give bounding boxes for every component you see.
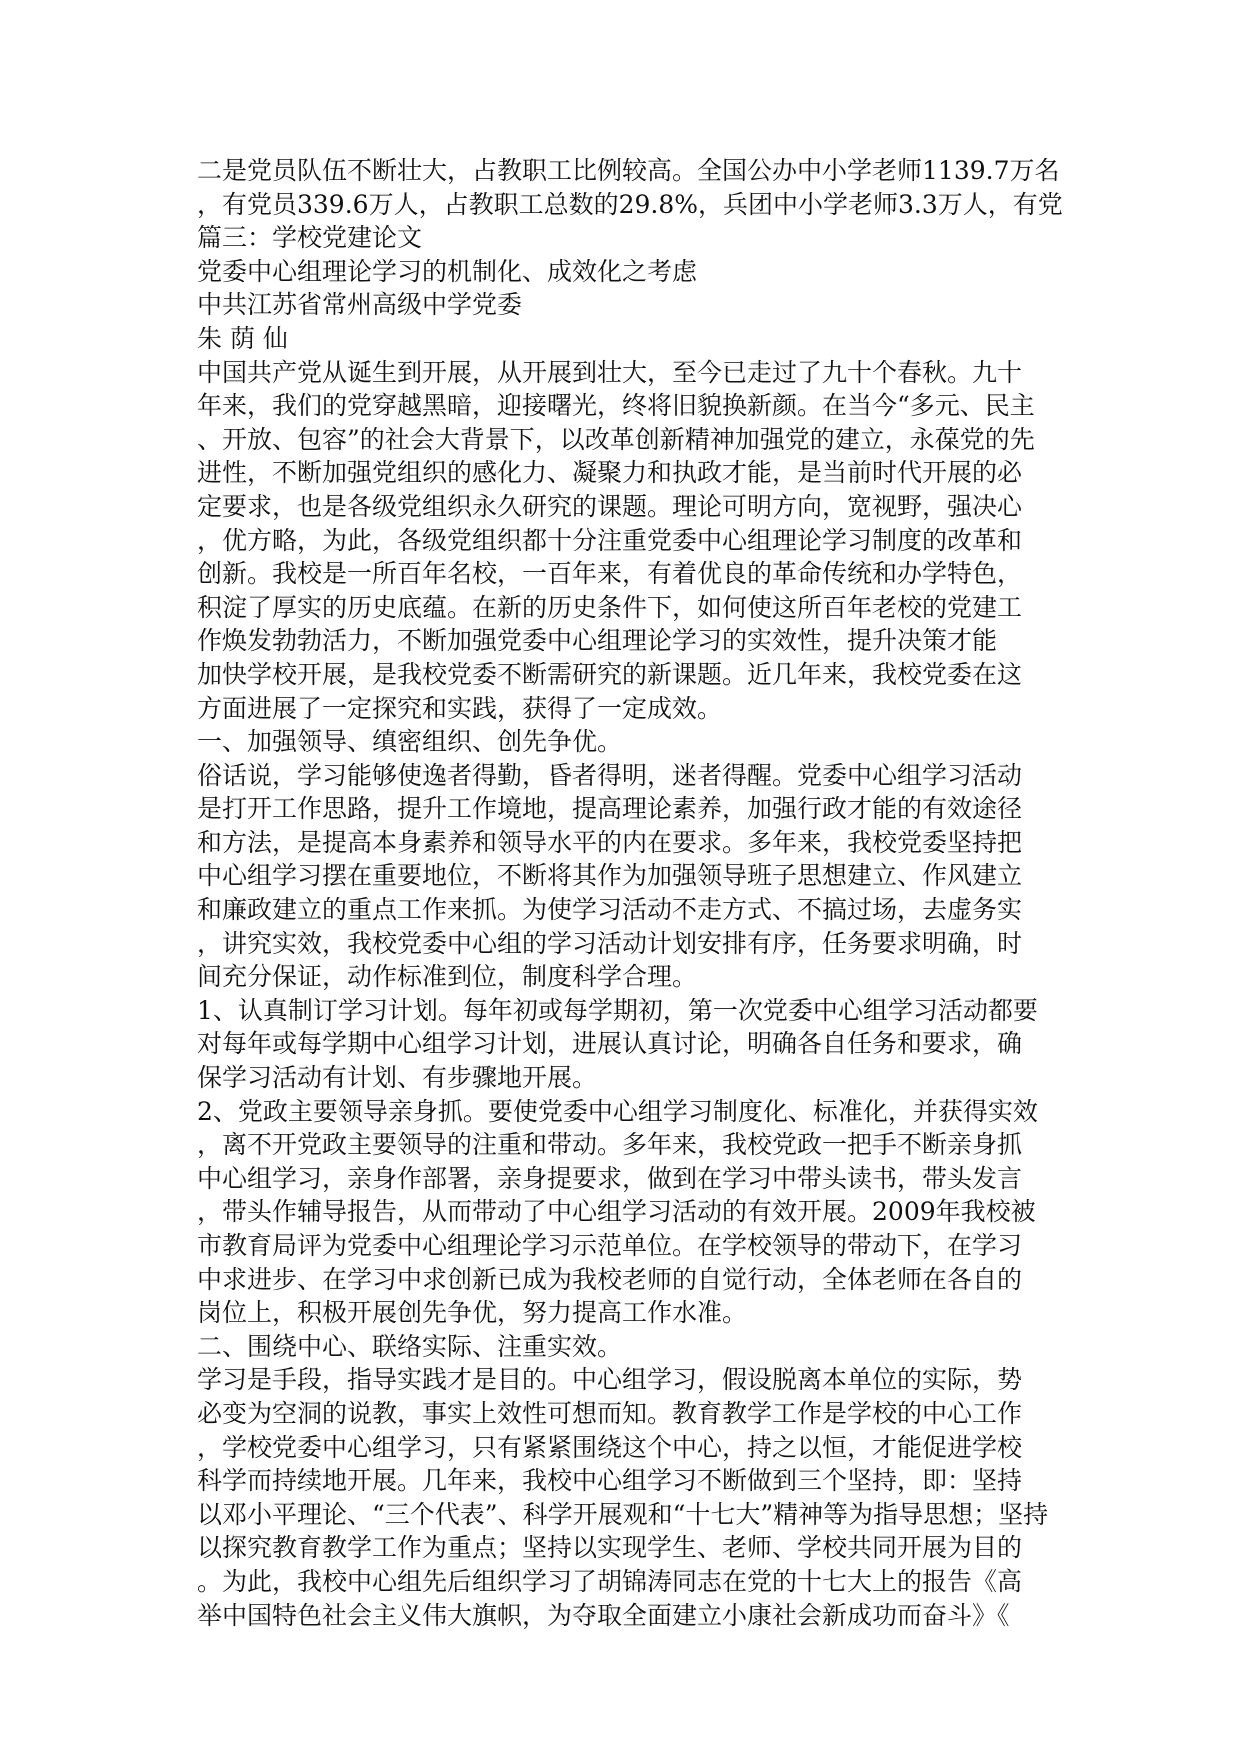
text-line: 和方法，是提高本身素养和领导水平的内在要求。多年来，我校党委坚持把 <box>197 827 1023 857</box>
text-line: 进性，不断加强党组织的感化力、凝聚力和执政才能，是当前时代开展的必 <box>197 458 1023 488</box>
text-line: 。为此，我校中心组先后组织学习了胡锦涛同志在党的十七大上的报告《高 <box>197 1566 1023 1596</box>
text-line: 和廉政建立的重点工作来抓。为使学习活动不走方式、不搞过场，去虚务实 <box>197 895 1023 925</box>
text-line: ，优方略，为此，各级党组织都十分注重党委中心组理论学习制度的改革和 <box>197 525 1023 555</box>
text-line: 2、党政主要领导亲身抓。要使党委中心组学习制度化、标准化，并获得实效 <box>197 1096 1038 1126</box>
text-line: 积淀了厚实的历史底蕴。在新的历史条件下，如何使这所百年老校的党建工 <box>197 592 1023 622</box>
text-line: 市教育局评为党委中心组理论学习示范单位。在学校领导的带动下，在学习 <box>197 1231 1023 1260</box>
text-line: 必变为空洞的说教，事实上效性可想而知。教育教学工作是学校的中心工作 <box>197 1398 1023 1428</box>
text-line: 中国共产党从诞生到开展，从开展到壮大，至今已走过了九十个春秋。九十 <box>197 357 1023 387</box>
text-line: 间充分保证，动作标准到位，制度科学合理。 <box>197 962 698 992</box>
text-line: ，有党员339.6万人，占教职工总数的29.8%，兵团中小学老师3.3万人，有党 <box>197 189 1063 219</box>
text-line: ，离不开党政主要领导的注重和带动。多年来，我校党政一把手不断亲身抓 <box>197 1130 1023 1160</box>
text-line: 岗位上，积极开展创先争优，努力提高工作水准。 <box>197 1298 748 1328</box>
text-line: 加快学校开展，是我校党委不断需研究的新课题。近几年来，我校党委在这 <box>197 659 1023 689</box>
text-line: 举中国特色社会主义伟大旗帜，为夺取全面建立小康社会新成功而奋斗》《 <box>197 1600 1010 1630</box>
text-line: 篇三：学校党建论文 <box>197 223 423 253</box>
text-line: 年来，我们的党穿越黑暗，迎接曙光，终将旧貌换新颜。在当今“多元、民主 <box>197 391 1035 421</box>
text-line: 1、认真制订学习计划。每年初或每学期初，第一次党委中心组学习活动都要 <box>197 995 1038 1025</box>
text-line: 党委中心组理论学习的机制化、成效化之考虑 <box>197 256 698 286</box>
text-line: 、开放、包容”的社会大背景下，以改革创新精神加强党的建立，永葆党的先 <box>197 424 1035 454</box>
text-line: ，讲究实效，我校党委中心组的学习活动计划安排有序，任务要求明确，时 <box>197 928 1023 958</box>
text-line: 方面进展了一定探究和实践，获得了一定成效。 <box>197 693 723 723</box>
text-line: 二、围绕中心、联络实际、注重实效。 <box>197 1331 623 1361</box>
text-line: 对每年或每学期中心组学习计划，进展认真讨论，明确各自任务和要求，确 <box>197 1029 1023 1059</box>
text-line: ，带头作辅导报告，从而带动了中心组学习活动的有效开展。2009年我校被 <box>197 1197 1036 1227</box>
text-line: 创新。我校是一所百年名校，一百年来，有着优良的革命传统和办学特色， <box>197 559 1023 589</box>
text-line: 中心组学习摆在重要地位，不断将其作为加强领导班子思想建立、作风建立 <box>197 861 1023 891</box>
text-line: 中共江苏省常州高级中学党委 <box>197 290 523 320</box>
text-line: 一、加强领导、缜密组织、创先争优。 <box>197 727 623 757</box>
text-line: ，学校党委中心组学习，只有紧紧围绕这个中心，持之以恒，才能促进学校 <box>197 1432 1023 1462</box>
text-line: 朱 荫 仙 <box>197 323 288 353</box>
document-body <box>197 154 1063 1632</box>
text-line: 学习是手段，指导实践才是目的。中心组学习，假设脱离本单位的实际，势 <box>197 1365 1023 1395</box>
text-line: 是打开工作思路，提升工作境地，提高理论素养，加强行政才能的有效途径 <box>197 794 1023 824</box>
text-line: 以探究教育教学工作为重点；坚持以实现学生、老师、学校共同开展为目的 <box>197 1533 1023 1563</box>
text-line: 中心组学习，亲身作部署，亲身提要求，做到在学习中带头读书，带头发言 <box>197 1163 1023 1193</box>
text-line: 二是党员队伍不断壮大，占教职工比例较高。全国公办中小学老师1139.7万名 <box>197 156 1060 185</box>
text-line: 保学习活动有计划、有步骤地开展。 <box>197 1063 598 1093</box>
text-line: 以邓小平理论、“三个代表”、科学开展观和“十七大”精神等为指导思想；坚持 <box>197 1499 1049 1529</box>
text-line: 科学而持续地开展。几年来，我校中心组学习不断做到三个坚持，即：坚持 <box>197 1466 1023 1496</box>
text-line: 作焕发勃勃活力，不断加强党委中心组理论学习的实效性，提升决策才能 <box>197 626 998 656</box>
text-line: 定要求，也是各级党组织永久研究的课题。理论可明方向，宽视野，强决心 <box>197 491 1023 521</box>
text-line: 中求进步、在学习中求创新已成为我校老师的自觉行动，全体老师在各自的 <box>197 1264 1023 1294</box>
text-line: 俗话说，学习能够使逸者得勤，昏者得明，迷者得醒。党委中心组学习活动 <box>197 760 1023 790</box>
